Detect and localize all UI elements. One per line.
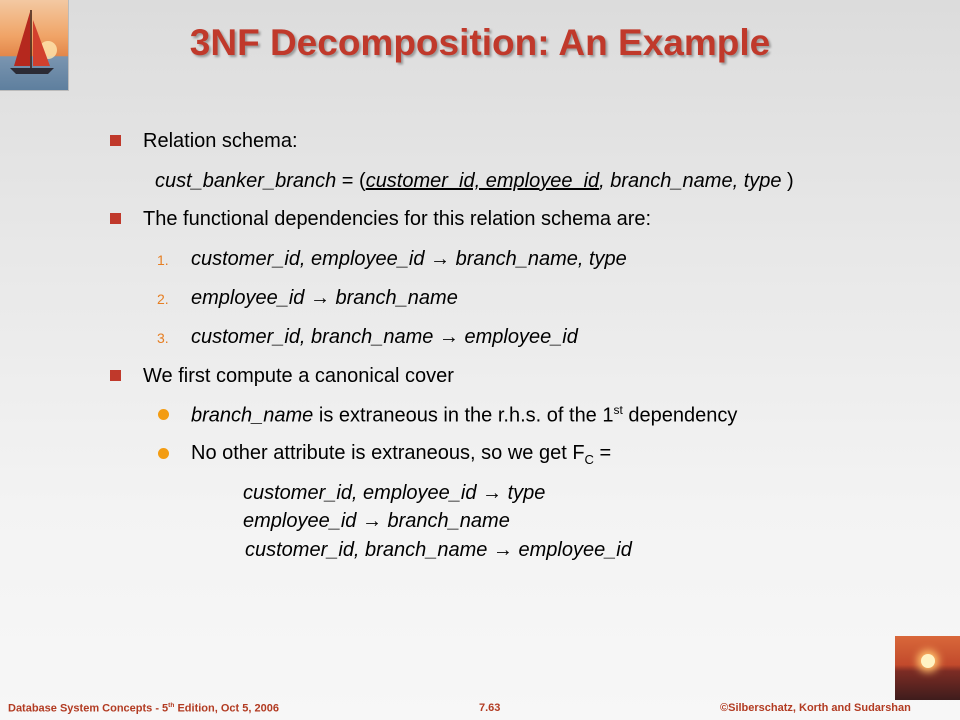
schema-definition [155,170,794,193]
fc-line-2: employee_id → branch_name [243,510,510,532]
sub2-text: No other attribute is extraneous, so we get F [191,442,585,464]
schema-rest: , branch_name, type [599,170,782,192]
square-bullet-icon [110,370,121,381]
sun-icon [921,654,935,668]
schema-eq: = ( [336,170,366,192]
sub1-end: dependency [622,404,738,427]
bullet-functional-dependencies: The functional dependencies for this relation schema are: [143,208,652,230]
sub2-end: = [593,442,612,464]
bullet-canonical-cover: We first compute a canonical cover [143,365,454,387]
schema-close: ) [781,170,794,192]
footer-left-post: Edition, Oct 5, 2006 [174,702,279,715]
fc-line-3: customer_id, branch_name → employee_id [245,539,632,561]
footer-left [8,702,279,715]
fd1-number: 1. [157,252,169,268]
bullet-relation-schema: Relation schema: [143,130,298,152]
round-bullet-icon [158,409,169,420]
schema-name: cust_banker_branch [155,170,337,192]
square-bullet-icon [110,135,121,146]
fd3-number: 3. [157,330,169,346]
sub1-text: is extraneous in the r.h.s. of the 1 [313,404,614,427]
fd3-text: customer_id, branch_name → employee_id [191,326,578,348]
fd2-text: employee_id → branch_name [191,287,458,309]
branch-name-term: branch_name [191,404,314,427]
schema-key: customer_id, employee_id [365,170,600,192]
slide-title: 3NF Decomposition: An Example [189,22,771,63]
sub1-sup: st [613,403,623,417]
footer-page-number: 7.63 [479,702,501,714]
sub-bullet-no-other [191,442,611,467]
fd1-text: customer_id, employee_id → branch_name, type [191,248,627,270]
sub2-sub: C [584,452,594,467]
sub-bullet-extraneous [191,403,737,428]
square-bullet-icon [110,213,121,224]
round-bullet-icon [158,448,169,459]
fd2-number: 2. [157,291,169,307]
sunset-image [895,636,960,700]
footer-left-text: Database System Concepts - 5 [8,702,169,715]
footer-copyright: ©Silberschatz, Korth and Sudarshan [720,702,911,714]
fc-line-1: customer_id, employee_id → type [243,482,546,504]
footer-left-sup: th [168,702,175,709]
